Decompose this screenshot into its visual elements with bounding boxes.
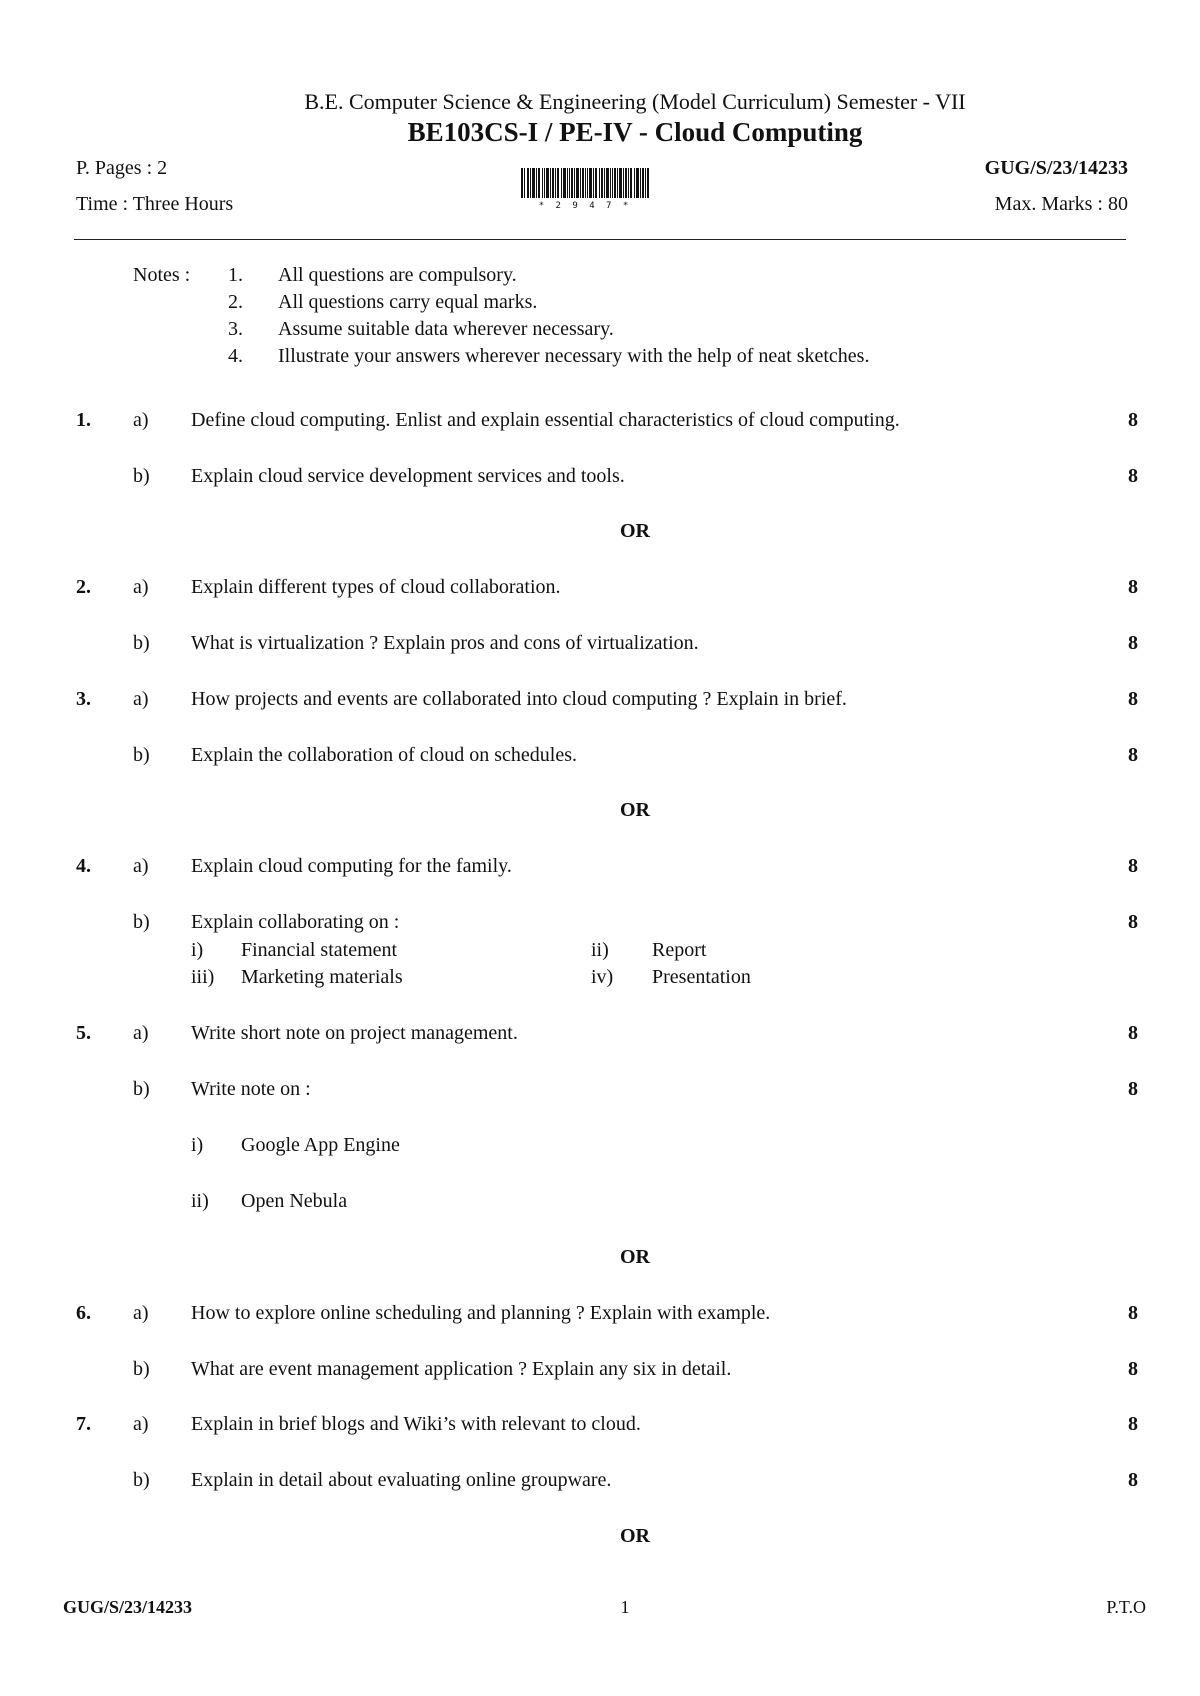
question-text: Explain the collaboration of cloud on schedules.: [191, 744, 578, 766]
question-text: Explain in brief blogs and Wiki’s with relevant to cloud.: [191, 1413, 641, 1435]
footer-paper-code: GUG/S/23/14233: [63, 1597, 193, 1617]
note-text: All questions carry equal marks.: [278, 291, 538, 313]
note-text: All questions are compulsory.: [278, 264, 517, 286]
question-marks: 8: [1128, 688, 1138, 710]
question-marks: 8: [1128, 409, 1138, 431]
note-number: 2.: [228, 291, 243, 313]
question-number: 7.: [76, 1413, 91, 1435]
question-part-label: b): [133, 465, 150, 487]
subitem-text: Marketing materials: [241, 966, 403, 988]
subitem-text: Report: [652, 939, 707, 961]
question-marks: 8: [1128, 576, 1138, 598]
question-part-label: b): [133, 1358, 150, 1380]
question-marks: 8: [1128, 1302, 1138, 1324]
subitem-label: ii): [591, 939, 609, 961]
question-part-label: b): [133, 744, 150, 766]
notes-label: Notes :: [133, 264, 191, 286]
question-part-label: a): [133, 855, 149, 877]
question-marks: 8: [1128, 911, 1138, 933]
header-divider: [74, 239, 1126, 240]
barcode-icon: [521, 168, 649, 198]
question-number: 1.: [76, 409, 91, 431]
subitem-label: iii): [191, 966, 215, 988]
question-text: Explain collaborating on :: [191, 911, 400, 933]
question-number: 4.: [76, 855, 91, 877]
subitem-label: i): [191, 1134, 204, 1156]
question-part-label: b): [133, 1078, 150, 1100]
question-text: How to explore online scheduling and planning ? Explain with example.: [191, 1302, 771, 1324]
exam-title: BE103CS-I / PE-IV - Cloud Computing: [407, 117, 863, 147]
subitem-text: Google App Engine: [241, 1134, 400, 1156]
question-text: What is virtualization ? Explain pros and cons of virtualization.: [191, 632, 699, 654]
question-text: Explain cloud computing for the family.: [191, 855, 512, 877]
question-text: Write short note on project management.: [191, 1022, 518, 1044]
question-marks: 8: [1128, 1078, 1138, 1100]
exam-subtitle: B.E. Computer Science & Engineering (Model Curriculum) Semester - VII: [304, 89, 966, 114]
or-divider: OR: [620, 1525, 650, 1547]
question-marks: 8: [1128, 1358, 1138, 1380]
subitem-label: iv): [591, 966, 614, 988]
or-divider: OR: [620, 520, 650, 542]
question-number: 5.: [76, 1022, 91, 1044]
question-marks: 8: [1128, 632, 1138, 654]
question-part-label: b): [133, 1469, 150, 1491]
question-part-label: a): [133, 1022, 149, 1044]
question-part-label: b): [133, 911, 150, 933]
question-text: How projects and events are collaborated into cloud computing ? Explain in brief.: [191, 688, 847, 710]
note-number: 3.: [228, 318, 243, 340]
question-part-label: a): [133, 1413, 149, 1435]
page-count: P. Pages : 2: [76, 157, 168, 179]
subitem-text: Presentation: [652, 966, 751, 988]
question-text: Define cloud computing. Enlist and explain essential characteristics of cloud computing.: [191, 409, 900, 431]
note-number: 1.: [228, 264, 243, 286]
subitem-text: Open Nebula: [241, 1190, 348, 1212]
note-number: 4.: [228, 345, 243, 367]
question-marks: 8: [1128, 1022, 1138, 1044]
question-text: Explain cloud service development services and tools.: [191, 465, 625, 487]
question-marks: 8: [1128, 855, 1138, 877]
question-part-label: b): [133, 632, 150, 654]
max-marks: Max. Marks : 80: [994, 193, 1128, 215]
subitem-label: i): [191, 939, 204, 961]
question-number: 3.: [76, 688, 91, 710]
question-marks: 8: [1128, 1469, 1138, 1491]
question-part-label: a): [133, 409, 149, 431]
paper-code: GUG/S/23/14233: [984, 157, 1128, 179]
question-text: What are event management application ? Explain any six in detail.: [191, 1358, 732, 1380]
note-text: Illustrate your answers wherever necessary with the help of neat sketches.: [278, 345, 870, 367]
footer-page-number: 1: [620, 1597, 630, 1617]
exam-duration: Time : Three Hours: [76, 193, 234, 215]
or-divider: OR: [620, 1246, 650, 1268]
question-marks: 8: [1128, 1413, 1138, 1435]
note-text: Assume suitable data wherever necessary.: [278, 318, 614, 340]
subitem-text: Financial statement: [241, 939, 398, 961]
question-part-label: a): [133, 1302, 149, 1324]
question-text: Explain different types of cloud collaboration.: [191, 576, 561, 598]
subitem-label: ii): [191, 1190, 209, 1212]
question-number: 6.: [76, 1302, 91, 1324]
or-divider: OR: [620, 799, 650, 821]
question-text: Explain in detail about evaluating online groupware.: [191, 1469, 612, 1491]
question-part-label: a): [133, 576, 149, 598]
question-marks: 8: [1128, 744, 1138, 766]
question-marks: 8: [1128, 465, 1138, 487]
question-number: 2.: [76, 576, 91, 598]
question-text: Write note on :: [191, 1078, 311, 1100]
footer-pto: P.T.O: [1106, 1597, 1146, 1617]
barcode-number: * 2 9 4 7 *: [538, 201, 632, 211]
question-part-label: a): [133, 688, 149, 710]
